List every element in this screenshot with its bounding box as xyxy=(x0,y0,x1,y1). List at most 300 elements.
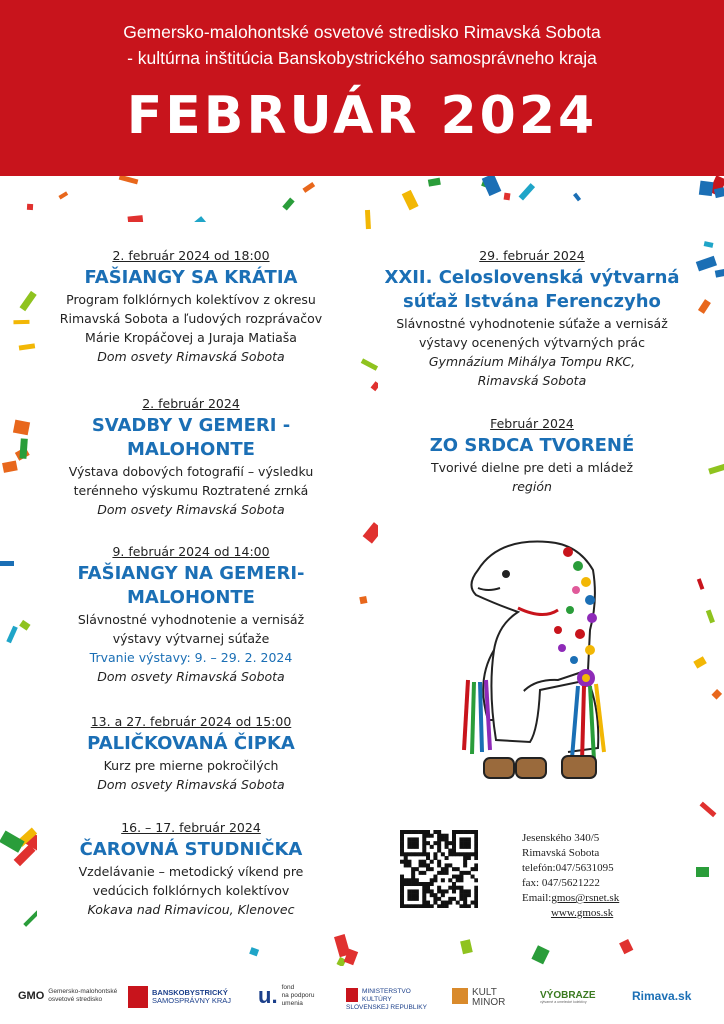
rimava-name: Rimava.sk xyxy=(632,989,692,1003)
rimava-logo[interactable] xyxy=(632,989,712,1003)
event-title: súťaž Istvána Ferenczyho xyxy=(403,291,661,312)
confetti-piece xyxy=(303,182,316,193)
qr-module xyxy=(474,897,478,901)
event-date: 13. a 27. február 2024 od 15:00 xyxy=(90,714,292,729)
qr-module xyxy=(422,837,426,841)
qr-module xyxy=(467,841,471,845)
confetti-piece xyxy=(250,947,259,956)
qr-module xyxy=(459,897,463,901)
qr-module xyxy=(452,852,456,856)
qr-module xyxy=(407,897,411,901)
qr-module xyxy=(441,834,445,838)
event-description: Výstava dobových fotografií – výsledku xyxy=(68,464,314,479)
qr-module xyxy=(430,860,434,864)
qr-module xyxy=(452,867,456,871)
qr-module xyxy=(426,834,430,838)
event-date: Február 2024 xyxy=(490,416,574,431)
qr-module xyxy=(400,875,404,879)
qr-module xyxy=(467,904,471,908)
qr-module xyxy=(437,841,441,845)
event-place: Dom osvety Rimavská Sobota xyxy=(97,669,285,684)
qr-module xyxy=(411,875,415,879)
confetti-piece xyxy=(13,320,30,324)
confetti-piece xyxy=(700,802,717,818)
confetti-piece xyxy=(13,419,30,435)
confetti-piece xyxy=(364,210,370,230)
confetti-piece xyxy=(531,945,549,964)
qr-module xyxy=(456,886,460,890)
fpu-name: fond xyxy=(281,984,295,991)
qr-module xyxy=(445,867,449,871)
organization-line-2: - kultúrna inštitúcia Banskobystrického samosprávneho kraja xyxy=(127,48,597,68)
qr-module xyxy=(400,837,404,841)
qr-module xyxy=(459,904,463,908)
web-row xyxy=(522,906,619,921)
qr-module xyxy=(448,852,452,856)
qr-module xyxy=(419,871,423,875)
qr-module xyxy=(471,852,475,856)
email-label: Email: xyxy=(522,892,552,904)
qr-module xyxy=(463,871,467,875)
qr-module xyxy=(463,904,467,908)
confetti-piece xyxy=(481,176,501,196)
qr-module xyxy=(419,860,423,864)
address-city: Rimavská Sobota xyxy=(522,847,600,859)
qr-module xyxy=(411,867,415,871)
qr-module xyxy=(430,834,434,838)
qr-module xyxy=(407,863,411,867)
qr-module xyxy=(422,830,426,834)
qr-module xyxy=(404,856,408,860)
qr-module xyxy=(400,901,404,905)
qr-module xyxy=(474,841,478,845)
qr-module xyxy=(445,901,449,905)
qr-module xyxy=(459,845,463,849)
kultminor-logo xyxy=(452,988,522,1008)
qr-module xyxy=(415,830,419,834)
qr-module xyxy=(433,852,437,856)
qr-module xyxy=(463,863,467,867)
event-place: Dom osvety Rimavská Sobota xyxy=(97,502,285,517)
qr-module xyxy=(463,893,467,897)
qr-module xyxy=(422,889,426,893)
confetti-piece xyxy=(712,689,722,699)
confetti-piece xyxy=(693,657,707,670)
qr-module xyxy=(437,830,441,834)
qr-module xyxy=(456,875,460,879)
qr-module xyxy=(471,830,475,834)
qr-module xyxy=(415,837,419,841)
qr-module xyxy=(474,893,478,897)
qr-module xyxy=(474,867,478,871)
event-title: XXII. Celoslovenská výtvarná xyxy=(384,267,680,288)
confetti-piece xyxy=(0,830,25,852)
qr-module xyxy=(433,878,437,882)
qr-module xyxy=(459,852,463,856)
event-title: PALIČKOVANÁ ČIPKA xyxy=(87,733,295,754)
qr-module xyxy=(445,834,449,838)
qr-module xyxy=(400,841,404,845)
qr-module xyxy=(419,830,423,834)
email-link[interactable]: gmos@rsnet.sk xyxy=(551,892,620,904)
qr-module xyxy=(407,852,411,856)
qr-module xyxy=(404,860,408,864)
exhibition-duration: Trvanie výstavy: 9. – 29. 2. 2024 xyxy=(89,650,293,665)
qr-module xyxy=(415,845,419,849)
qr-module xyxy=(437,845,441,849)
qr-module xyxy=(400,834,404,838)
qr-module xyxy=(456,901,460,905)
qr-module xyxy=(419,863,423,867)
qr-module xyxy=(400,860,404,864)
confetti-piece xyxy=(715,268,724,277)
confetti-piece xyxy=(698,299,711,313)
qr-module xyxy=(426,856,430,860)
qr-module xyxy=(426,852,430,856)
fax: fax: 047/5621222 xyxy=(522,877,600,889)
event-place: Rimavská Sobota xyxy=(477,373,587,388)
qr-module xyxy=(422,882,426,886)
qr-module xyxy=(433,841,437,845)
qr-module xyxy=(474,889,478,893)
confetti-piece xyxy=(704,241,714,248)
fpu-name: na podporu xyxy=(281,992,315,999)
qr-module xyxy=(474,886,478,890)
qr-module xyxy=(400,882,404,886)
qr-module xyxy=(445,841,449,845)
qr-module xyxy=(407,841,411,845)
qr-module xyxy=(448,878,452,882)
qr-module xyxy=(456,830,460,834)
qr-module xyxy=(437,863,441,867)
qr-module xyxy=(441,871,445,875)
kultminor-icon xyxy=(452,988,468,1004)
qr-module xyxy=(430,845,434,849)
qr-module xyxy=(411,904,415,908)
qr-module xyxy=(400,830,404,834)
qr-module xyxy=(474,901,478,905)
month-title: FEBRUÁR 2024 xyxy=(126,86,598,146)
event-description: výstavy výtvarnej súťaže xyxy=(112,631,270,646)
qr-module xyxy=(430,889,434,893)
qr-module xyxy=(433,856,437,860)
qr-module xyxy=(474,863,478,867)
web-link[interactable]: www.gmos.sk xyxy=(550,907,614,919)
qr-module xyxy=(433,901,437,905)
vybraze-name: VÝOBRAZE xyxy=(540,990,596,1001)
qr-module xyxy=(463,830,467,834)
qr-module xyxy=(452,830,456,834)
qr-module xyxy=(445,863,449,867)
slovak-shield-icon xyxy=(346,988,358,1002)
qr-module xyxy=(445,845,449,849)
qr-module xyxy=(474,856,478,860)
qr-module xyxy=(467,856,471,860)
contact-block xyxy=(522,831,619,921)
gmos-logo xyxy=(18,988,118,1004)
confetti-piece xyxy=(427,178,440,187)
confetti-piece xyxy=(699,181,714,197)
event-date: 16. – 17. február 2024 xyxy=(121,820,261,835)
qr-module xyxy=(441,893,445,897)
gmos-name: Gemersko-malohontské xyxy=(48,988,118,995)
qr-module xyxy=(400,878,404,882)
event-description: výstavy ocenených výtvarných prác xyxy=(419,335,645,350)
qr-module xyxy=(411,837,415,841)
qr-module xyxy=(415,893,419,897)
qr-module xyxy=(422,897,426,901)
event-palickovana-cipka xyxy=(37,714,345,794)
footer-logos xyxy=(0,966,724,1024)
qr-module xyxy=(422,834,426,838)
qr-module xyxy=(415,841,419,845)
qr-module xyxy=(467,871,471,875)
qr-module xyxy=(437,837,441,841)
organization-line-1: Gemersko-malohontské osvetové stredisko Rimavská Sobota xyxy=(123,22,601,42)
qr-module xyxy=(426,886,430,890)
folk-horse-illustration xyxy=(458,530,628,795)
qr-module xyxy=(419,882,423,886)
qr-module xyxy=(411,841,415,845)
qr-module xyxy=(426,867,430,871)
bbsk-name: SAMOSPRÁVNY KRAJ xyxy=(152,996,232,1005)
qr-module xyxy=(471,901,475,905)
qr-module xyxy=(404,830,408,834)
qr-module xyxy=(452,886,456,890)
qr-module xyxy=(463,889,467,893)
qr-module xyxy=(452,841,456,845)
qr-module xyxy=(441,901,445,905)
confetti-piece xyxy=(706,610,715,624)
kultminor-name: MINOR xyxy=(472,997,506,1008)
qr-module xyxy=(407,893,411,897)
qr-module xyxy=(456,867,460,871)
confetti-piece xyxy=(619,939,633,954)
event-place: región xyxy=(512,479,552,494)
qr-module xyxy=(463,901,467,905)
qr-module xyxy=(467,893,471,897)
confetti-piece xyxy=(519,183,535,200)
event-title: ZO SRDCA TVORENÉ xyxy=(429,435,635,456)
qr-module xyxy=(404,904,408,908)
qr-module xyxy=(448,897,452,901)
qr-module xyxy=(400,886,404,890)
qr-module xyxy=(426,904,430,908)
qr-module xyxy=(474,849,478,853)
confetti-piece xyxy=(282,198,295,211)
qr-module xyxy=(422,886,426,890)
fpu-mark: u. xyxy=(258,983,278,1008)
confetti-piece xyxy=(573,193,581,202)
confetti-piece xyxy=(27,204,33,210)
qr-module xyxy=(426,882,430,886)
qr-module xyxy=(448,863,452,867)
qr-module xyxy=(407,882,411,886)
event-title: SVADBY V GEMERI - xyxy=(91,415,291,436)
qr-module xyxy=(459,830,463,834)
qr-module xyxy=(426,889,430,893)
qr-module xyxy=(441,889,445,893)
qr-module xyxy=(430,878,434,882)
event-fasiangy-na-gemeri xyxy=(37,544,345,686)
confetti-piece xyxy=(0,561,14,566)
qr-module xyxy=(400,849,404,853)
qr-module xyxy=(411,845,415,849)
kultminor-name: KULT xyxy=(472,987,497,998)
confetti-piece xyxy=(19,620,31,631)
qr-module xyxy=(452,889,456,893)
ministry-logo xyxy=(346,988,442,1012)
qr-module xyxy=(400,889,404,893)
qr-module xyxy=(471,875,475,879)
qr-module xyxy=(404,878,408,882)
qr-module xyxy=(441,852,445,856)
qr-module xyxy=(415,878,419,882)
qr-module xyxy=(459,841,463,845)
qr-module xyxy=(411,893,415,897)
qr-module xyxy=(422,845,426,849)
qr-module xyxy=(474,878,478,882)
qr-module xyxy=(422,904,426,908)
event-description: Tvorivé dielne pre deti a mládež xyxy=(430,460,634,475)
qr-module xyxy=(448,849,452,853)
qr-module xyxy=(467,845,471,849)
event-date: 9. február 2024 od 14:00 xyxy=(112,544,270,559)
gmos-mark: GMO xyxy=(18,990,45,1002)
confetti-piece xyxy=(708,464,724,475)
confetti-piece xyxy=(696,579,704,591)
ministry-name: KULTÚRY xyxy=(362,996,392,1003)
qr-module xyxy=(430,867,434,871)
qr-module xyxy=(474,834,478,838)
event-place: Dom osvety Rimavská Sobota xyxy=(97,777,285,792)
qr-module xyxy=(411,882,415,886)
event-title: FAŠIANGY SA KRÁTIA xyxy=(84,267,298,288)
qr-module xyxy=(452,875,456,879)
qr-module xyxy=(448,901,452,905)
qr-module xyxy=(437,871,441,875)
confetti-piece xyxy=(359,596,367,604)
qr-module xyxy=(437,889,441,893)
left-events-panel xyxy=(37,222,345,930)
vybraze-logo xyxy=(540,992,620,1004)
event-description: Kurz pre mierne pokročilých xyxy=(103,758,279,773)
qr-module xyxy=(400,845,404,849)
fpu-name: umenia xyxy=(281,1000,303,1007)
qr-module xyxy=(433,893,437,897)
qr-module xyxy=(463,860,467,864)
qr-module xyxy=(407,904,411,908)
qr-module xyxy=(437,834,441,838)
event-description: Slávnostné vyhodnotenie a vernisáž xyxy=(77,612,305,627)
qr-module xyxy=(448,886,452,890)
qr-code[interactable] xyxy=(400,830,478,908)
qr-module xyxy=(407,845,411,849)
confetti-piece xyxy=(6,626,17,643)
qr-module xyxy=(463,841,467,845)
qr-module xyxy=(445,856,449,860)
phone: telefón:047/5631095 xyxy=(522,862,614,874)
qr-module xyxy=(426,830,430,834)
qr-module xyxy=(463,856,467,860)
qr-module xyxy=(422,860,426,864)
event-place: Gymnázium Mihálya Tompu RKC, xyxy=(428,354,636,369)
qr-module xyxy=(459,875,463,879)
qr-module xyxy=(463,897,467,901)
qr-module xyxy=(419,852,423,856)
event-description: Slávnostné vyhodnotenie súťaže a vernisáž xyxy=(396,316,668,331)
event-description: vedúcich folklórnych kolektívov xyxy=(92,883,290,898)
qr-module xyxy=(426,901,430,905)
qr-module xyxy=(422,849,426,853)
event-title: FAŠIANGY NA GEMERI- xyxy=(77,563,305,584)
event-title: MALOHONTE xyxy=(127,587,255,608)
qr-module xyxy=(459,893,463,897)
qr-module xyxy=(415,904,419,908)
confetti-piece xyxy=(714,187,724,198)
qr-module xyxy=(422,841,426,845)
qr-module xyxy=(415,889,419,893)
qr-module xyxy=(452,834,456,838)
confetti-piece xyxy=(3,461,18,474)
event-date: 2. február 2024 xyxy=(142,396,240,411)
qr-module xyxy=(448,841,452,845)
qr-module xyxy=(433,875,437,879)
event-title: MALOHONTE xyxy=(127,439,255,460)
qr-module xyxy=(452,837,456,841)
confetti-piece xyxy=(696,867,709,878)
qr-module xyxy=(459,837,463,841)
qr-module xyxy=(459,878,463,882)
qr-module xyxy=(452,897,456,901)
qr-module xyxy=(467,830,471,834)
event-description: terénneho výskumu Roztratené zrnká xyxy=(73,483,309,498)
event-place: Dom osvety Rimavská Sobota xyxy=(97,349,285,364)
qr-module xyxy=(445,889,449,893)
qr-module xyxy=(452,849,456,853)
qr-module xyxy=(422,901,426,905)
qr-module xyxy=(452,882,456,886)
fpu-logo xyxy=(258,984,328,1008)
qr-module xyxy=(456,852,460,856)
qr-module xyxy=(411,871,415,875)
qr-module xyxy=(422,852,426,856)
qr-module xyxy=(430,882,434,886)
qr-module xyxy=(463,837,467,841)
confetti-piece xyxy=(119,176,138,184)
qr-module xyxy=(459,889,463,893)
coat-of-arms-icon xyxy=(128,986,148,1008)
event-fasiangy-sa-kratia xyxy=(37,248,345,366)
qr-module xyxy=(456,878,460,882)
qr-module xyxy=(474,837,478,841)
qr-module xyxy=(411,852,415,856)
qr-module xyxy=(404,863,408,867)
qr-module xyxy=(437,860,441,864)
qr-module xyxy=(437,897,441,901)
confetti-piece xyxy=(19,343,36,351)
ministry-name: SLOVENSKEJ REPUBLIKY xyxy=(346,1004,427,1011)
qr-module xyxy=(407,889,411,893)
qr-module xyxy=(411,897,415,901)
header-banner xyxy=(0,0,724,176)
event-ferenczy-competition xyxy=(378,248,686,390)
qr-module xyxy=(433,830,437,834)
qr-module xyxy=(445,837,449,841)
qr-module xyxy=(415,867,419,871)
qr-module xyxy=(433,897,437,901)
qr-module xyxy=(441,837,445,841)
